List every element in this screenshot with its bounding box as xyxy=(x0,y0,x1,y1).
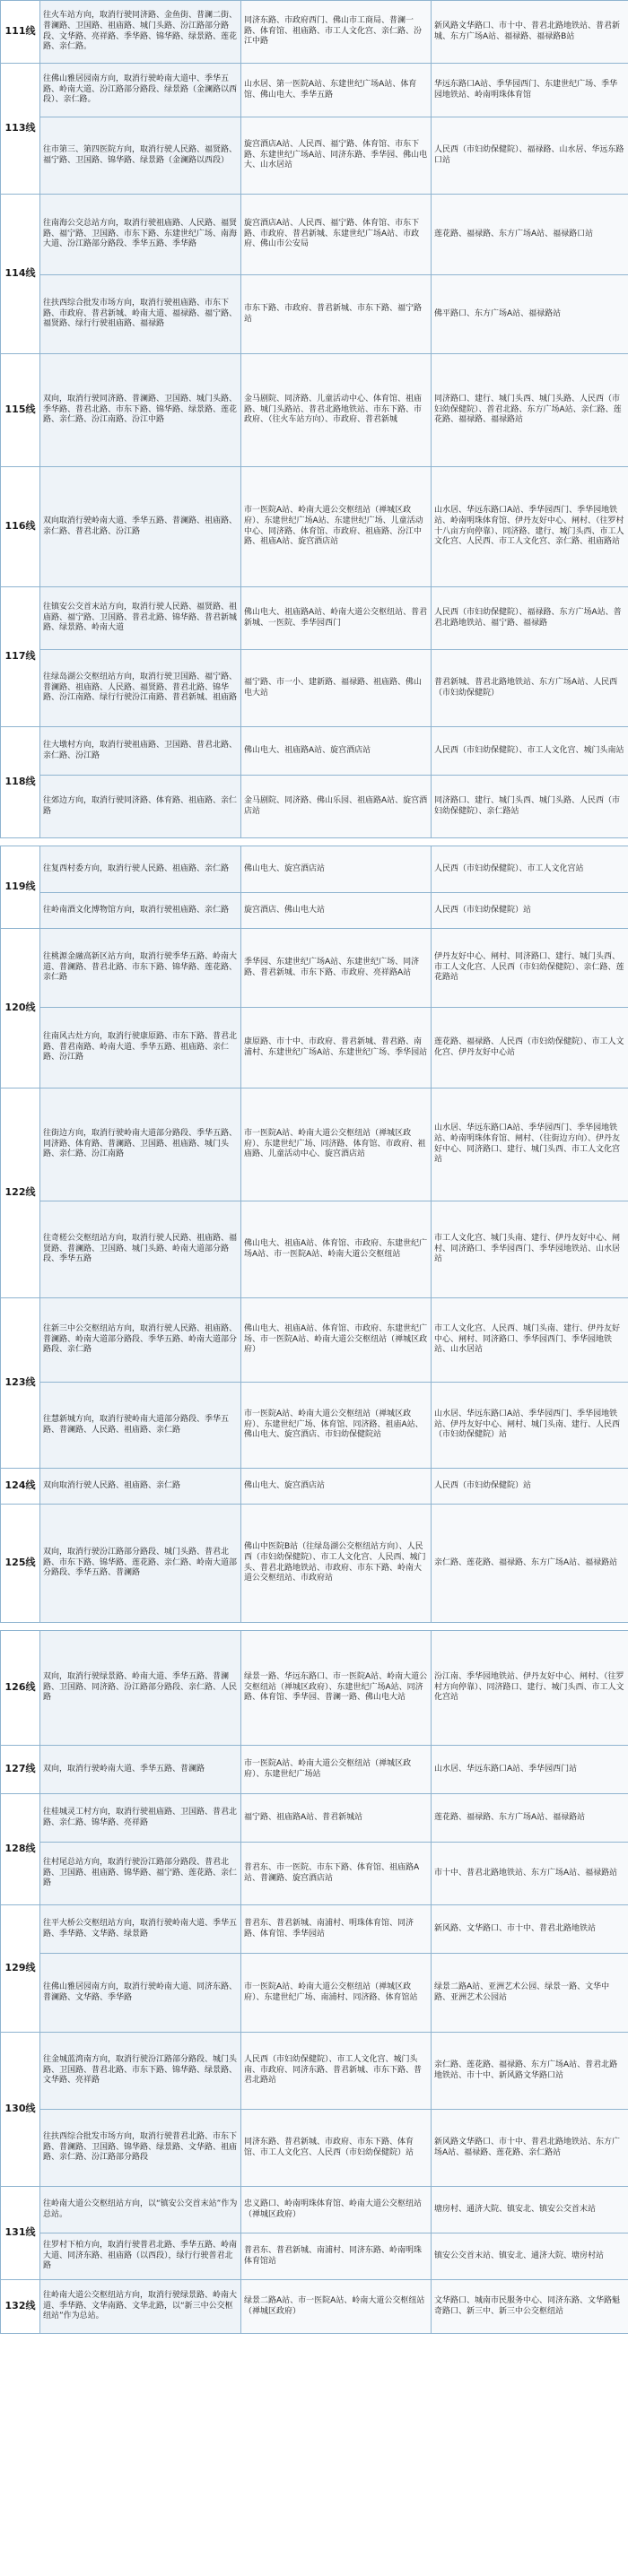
cancelled-stops-cell: 同济东路、普君新城、市政府、市东下路、体育馆、市工人文化宫、人民西（市妇幼保健院）站 xyxy=(241,2110,432,2187)
cancelled-stops-cell: 旋宫酒店、佛山电大站 xyxy=(241,893,432,929)
cancelled-stops-cell: 佛山中医院B站（往绿岛湖公交枢纽站方向）、人民西（市妇幼保健院）、市工人文化宫、人民西、城门头、普君北路地铁站、市政府、市东下路、岭南大道公交枢纽站、市政府站 xyxy=(241,1505,432,1623)
route-row xyxy=(1,587,628,650)
route-row xyxy=(1,1089,628,1201)
cancelled-stops-cell: 佛山电大、旋宫酒店站 xyxy=(241,846,432,893)
alternate-stops-cell: 市工人文化宫、城门头南、建行、伊丹友好中心、闸村、同济路口、季华园西门、季华园地铁站、山水居站 xyxy=(432,1201,628,1298)
cancelled-stops-cell: 绿景二路A站、市一医院A站、岭南大道公交枢纽站（禅城区政府） xyxy=(241,2280,432,2334)
route-row xyxy=(1,846,628,893)
alternate-stops-cell: 山水居、华远东路口A站、季华园西门、季华园地铁站、岭南明珠体育馆、伊丹友好中心、闸村、（往罗村十八亩方向停靠）、同济路、建行、城门头西、市工人文化宫、人民西、市工人文化宫、亲仁路、祖庙路站 xyxy=(432,467,628,587)
direction-cell: 往新三中公交枢纽站方向，取消行驶人民路、祖庙路、普澜路、岭南大道部分路段、季华五路、岭南大道部分路段、亲仁路 xyxy=(40,1298,241,1383)
direction-cell: 往火车站方向，取消行驶同济路、金鱼街、普澜二街、普澜路、卫国路、祖庙路、城门头路、汾江路部分路段、文华路、亮祥路、季华路、锦华路、绿景路、莲花路、亲仁路。 xyxy=(40,1,241,64)
route-number: 125线 xyxy=(1,1505,40,1623)
route-number: 116线 xyxy=(1,467,40,587)
alternate-stops-cell: 亲仁路、莲花路、福禄路、东方广场A站、普君北路地铁站、市十中、新风路文华路口站 xyxy=(432,2033,628,2110)
cancelled-stops-cell: 康原路、市十中、市政府、普君新城、普君路、南浦村、东建世纪广场A站、东建世纪广场、季华园站 xyxy=(241,1008,432,1089)
route-number: 117线 xyxy=(1,587,40,727)
direction-cell: 往绿岛湖公交枢纽站方向，取消行驶卫国路、福宁路、普澜路、祖庙路、人民路、福贤路、普君北路、锦华路、汾江南路、绿行行驶汾江南路、普君新城、祖庙路 xyxy=(40,650,241,727)
route-row xyxy=(1,776,628,838)
alternate-stops-cell: 莲花路、福禄路、人民西（市妇幼保健院）、市工人文化宫、伊丹友好中心站 xyxy=(432,1008,628,1089)
cancelled-stops-cell: 普君东、普君新城、南浦村、明珠体育馆、同济路、体育馆、季华园站 xyxy=(241,1905,432,1954)
route-row xyxy=(1,64,628,117)
direction-cell: 往金城蓝湾南方向，取消行驶汾江路部分路段、城门头路、卫国路、普君北路、市东下路、锦华路、绿景路、文华路、亮祥路 xyxy=(40,2033,241,2110)
direction-cell: 双向取消行驶岭南大道、季华五路、普澜路、祖庙路、亲仁路、普君北路、汾江路 xyxy=(40,467,241,587)
alternate-stops-cell: 镇安公交首末站、镇安北、通济大院、塘房村站 xyxy=(432,2233,628,2280)
route-number: 123线 xyxy=(1,1298,40,1469)
alternate-stops-cell: 新风路文华路口、市十中、普君北路地铁站、普君新城、东方广场A站、福禄路、福禄路B站 xyxy=(432,1,628,64)
route-row xyxy=(1,1505,628,1623)
cancelled-stops-cell: 季华园、东建世纪广场A站、东建世纪广场、同济路、普君新城、市东下路、市政府、亮祥路A站 xyxy=(241,929,432,1008)
alternate-stops-cell: 新风路、文华路口、市十中、普君北路地铁站 xyxy=(432,1905,628,1954)
route-number: 118线 xyxy=(1,727,40,838)
direction-cell: 双向，取消行驶同济路、普澜路、卫国路、城门头路、季华路、普君北路、市东下路、锦华路、绿景路、莲花路、亲仁路、汾江南路、汾江中路 xyxy=(40,354,241,467)
direction-cell: 往桃源金融高新区站方向，取消行驶季华五路、岭南大道、普澜路、普君北路、市东下路、锦华路、莲花路、亲仁路 xyxy=(40,929,241,1008)
cancelled-stops-cell: 绿景一路、华远东路口、市一医院A站、岭南大道公交枢纽站（禅城区政府）、东建世纪广场A站、同济路、体育馆、季华园、普澜一路、佛山电大站 xyxy=(241,1631,432,1746)
cancelled-stops-cell: 同济东路、市政府西门、佛山市工商局、普澜一路、体育馆、祖庙路、市工人文化宫、亲仁路、汾江中路 xyxy=(241,1,432,64)
alternate-stops-cell: 塘房村、通济大院、镇安北、镇安公交首末站 xyxy=(432,2187,628,2233)
direction-cell: 往岭南大道公交枢纽站方向，取消行驶绿景路、岭南大道、季华路、文华南路、文华北路，以“新三中公交枢纽站”作为总站。 xyxy=(40,2280,241,2334)
direction-cell: 往桂城灵工村方向，取消行驶祖庙路、卫国路、普君北路、亲仁路、锦华路、亮祥路 xyxy=(40,1794,241,1843)
route-number: 113线 xyxy=(1,64,40,195)
route-row xyxy=(1,1905,628,1954)
route-row xyxy=(1,1746,628,1794)
direction-cell: 往罗村下柏方向，取消行驶普君北路、季华五路、岭南大道、同济东路、祖庙路（以西段），绿行行驶普君北路 xyxy=(40,2233,241,2280)
route-row xyxy=(1,1008,628,1089)
route-number: 114线 xyxy=(1,195,40,354)
alternate-stops-cell: 山水居、华远东路口A站、季华园西门站 xyxy=(432,1746,628,1794)
cancelled-stops-cell: 市一医院A站、岭南大道公交枢纽站（禅城区政府）、东建世纪广场、体育馆、同济路、祖庙A站、佛山电大、旋宫酒店、市妇幼保健院站 xyxy=(241,1383,432,1469)
alternate-stops-cell: 亲仁路、莲花路、福禄路、东方广场A站、福禄路站 xyxy=(432,1505,628,1623)
alternate-stops-cell: 新风路文华路口、市十中、普君北路地铁站、东方广场A站、福禄路、莲花路、亲仁路站 xyxy=(432,2110,628,2187)
direction-cell: 往南海公交总站方向，取消行驶祖庙路、人民路、福贤路、福宁路、卫国路、市东下路、东建世纪广场、南海大道、汾江路部分路段、季华五路、季华路 xyxy=(40,195,241,275)
route-number: 120线 xyxy=(1,929,40,1089)
direction-cell: 双向，取消行驶岭南大道、季华五路、普澜路 xyxy=(40,1746,241,1794)
direction-cell: 往扶西综合批发市场方向，取消行驶普君北路、市东下路、普澜路、卫国路、锦华路、绿景路、文华路、祖庙路、亲仁路、汾江路部分路段 xyxy=(40,2110,241,2187)
direction-cell: 双向，取消行驶汾江路部分路段、城门头路、普君北路、市东下路、锦华路、莲花路、亲仁路、岭南大道部分路段、季华五路、普澜路 xyxy=(40,1505,241,1623)
route-row xyxy=(1,2233,628,2280)
route-number: 119线 xyxy=(1,846,40,929)
route-number: 128线 xyxy=(1,1794,40,1905)
direction-cell: 往街边方向，取消行驶岭南大道部分路段、季华五路、同济路、体育路、普澜路、卫国路、祖庙路、城门头路、亲仁路、汾江南路 xyxy=(40,1089,241,1201)
direction-cell: 双向取消行驶人民路、祖庙路、亲仁路 xyxy=(40,1469,241,1505)
section-gap xyxy=(1,1623,628,1631)
route-row xyxy=(1,1843,628,1905)
alternate-stops-cell: 莲花路、福禄路、东方广场A站、福禄路站 xyxy=(432,1794,628,1843)
route-row xyxy=(1,929,628,1008)
alternate-stops-cell: 莲花路、福禄路、东方广场A站、福禄路口站 xyxy=(432,195,628,275)
alternate-stops-cell: 华远东路口A站、季华园西门、东建世纪广场、季华园地铁站、岭南明珠体育馆 xyxy=(432,64,628,117)
alternate-stops-cell: 汾江南、季华园地铁站、伊丹友好中心、闸村、（往罗村方向停靠）、同济路口、建行、城门头西、市工人文化宫站 xyxy=(432,1631,628,1746)
route-row xyxy=(1,467,628,587)
route-row xyxy=(1,893,628,929)
route-number: 127线 xyxy=(1,1746,40,1794)
route-row xyxy=(1,2110,628,2187)
alternate-stops-cell: 人民西（市妇幼保健院）站 xyxy=(432,893,628,929)
direction-cell: 往大墩村方向，取消行驶祖庙路、卫国路、普君北路、亲仁路、汾江路 xyxy=(40,727,241,776)
alternate-stops-cell: 绿景二路A站、亚洲艺术公园、绿景一路、文华中路、亚洲艺术公园站 xyxy=(432,1954,628,2033)
direction-cell: 往佛山雅居园南方向，取消行驶岭南大道中、季华五路、岭南大道、汾江路部分路段、绿景路（金澜路以西段）、亲仁路。 xyxy=(40,64,241,117)
direction-cell: 往岭南酒文化博物馆方向，取消行驶祖庙路、亲仁路 xyxy=(40,893,241,929)
alternate-stops-cell: 文华路口、城南市民服务中心、同济东路、文华路魁奇路口、新三中、新三中公交枢纽站 xyxy=(432,2280,628,2334)
direction-cell: 往慧新城方向，取消行驶岭南大道部分路段、季华五路、普澜路、人民路、祖庙路、亲仁路 xyxy=(40,1383,241,1469)
alternate-stops-cell: 同济路口、建行、城门头西、城门头路、人民西（市妇幼保健院）、普君北路、东方广场A站、亲仁路、莲花路、福禄路、福禄路站 xyxy=(432,354,628,467)
cancelled-stops-cell: 佛山电大、祖庙路A站、旋宫酒店站 xyxy=(241,727,432,776)
alternate-stops-cell: 佛平路口、东方广场A站、福禄路站 xyxy=(432,275,628,354)
direction-cell: 往奇槎公交枢纽站方向，取消行驶人民路、祖庙路、福贤路、普澜路、卫国路、城门头路、岭南大道部分路段、季华五路 xyxy=(40,1201,241,1298)
route-number: 126线 xyxy=(1,1631,40,1746)
alternate-stops-cell: 山水居、华远东路口A站、季华园西门、季华园地铁站、伊丹友好中心、闸村、城门头南、建行、人民西（市妇幼保健院）站 xyxy=(432,1383,628,1469)
route-row xyxy=(1,195,628,275)
direction-cell: 往镇安公交首末站方向，取消行驶人民路、福贤路、祖庙路、福宁路、卫国路、普君北路、锦华路、普君新城路、绿景路、岭南大道 xyxy=(40,587,241,650)
cancelled-stops-cell: 佛山电大、祖庙A站、体育馆、市政府、东建世纪广场A站、市一医院A站、岭南大道公交枢纽站 xyxy=(241,1201,432,1298)
direction-cell: 往扶西综合批发市场方向，取消行驶祖庙路、市东下路、市政府、普君新城、岭南大道、福禄路、福宁路、福贤路、绿行行驶祖庙路、福禄路 xyxy=(40,275,241,354)
direction-cell: 往复西村委方向，取消行驶人民路、祖庙路、亲仁路 xyxy=(40,846,241,893)
cancelled-stops-cell: 市一医院A站、岭南大道公交枢纽站（禅城区政府）、东建世纪广场、同济路、体育馆、市政府、祖庙路、儿童活动中心、旋宫酒店站 xyxy=(241,1089,432,1201)
alternate-stops-cell: 人民西（市妇幼保健院）、福禄路、东方广场A站、普君北路地铁站、福宁路、福禄路 xyxy=(432,587,628,650)
route-row xyxy=(1,1298,628,1383)
route-number: 131线 xyxy=(1,2187,40,2280)
direction-cell: 往南风古灶方向，取消行驶康原路、市东下路、普君北路、普君南路、岭南大道、季华五路、祖庙路、亲仁路、汾江路 xyxy=(40,1008,241,1089)
cancelled-stops-cell: 佛山电大、祖庙A站、体育馆、市政府、东建世纪广场、市一医院A站、岭南大道公交枢纽站（禅城区政府） xyxy=(241,1298,432,1383)
section-gap xyxy=(1,838,628,846)
cancelled-stops-cell: 人民西（市妇幼保健院）、市工人文化宫、城门头南、市政府、同济东路、普君新城、市东下路、普君北路站 xyxy=(241,2033,432,2110)
alternate-stops-cell: 普君新城、普君北路地铁站、东方广场A站、人民西（市妇幼保健院） xyxy=(432,650,628,727)
route-row xyxy=(1,2280,628,2334)
route-row xyxy=(1,2033,628,2110)
cancelled-stops-cell: 佛山电大、祖庙路A站、岭南大道公交枢纽站、普君新城、一医院、季华园西门 xyxy=(241,587,432,650)
route-number: 129线 xyxy=(1,1905,40,2033)
route-number: 115线 xyxy=(1,354,40,467)
route-row xyxy=(1,1383,628,1469)
route-row xyxy=(1,275,628,354)
direction-cell: 双向，取消行驶绿景路、岭南大道、季华五路、普澜路、卫国路、同济路、汾江路部分路段、亲仁路、人民路 xyxy=(40,1631,241,1746)
cancelled-stops-cell: 佛山电大、旋宫酒店站 xyxy=(241,1469,432,1505)
alternate-stops-cell: 人民西（市妇幼保健院）、市工人文化宫、城门头南站 xyxy=(432,727,628,776)
route-row xyxy=(1,1469,628,1505)
cancelled-stops-cell: 金马剧院、同济路、佛山乐园、祖庙路A站、旋宫酒店站 xyxy=(241,776,432,838)
route-number: 122线 xyxy=(1,1089,40,1298)
route-row xyxy=(1,1954,628,2033)
route-row xyxy=(1,650,628,727)
route-row xyxy=(1,1794,628,1843)
cancelled-stops-cell: 金马剧院、同济路、儿童活动中心、体育馆、祖庙路、城门头路站、普君北路地铁站、市东下路、市政府、（往火车站方向）、市政府、普君新城 xyxy=(241,354,432,467)
route-number: 130线 xyxy=(1,2033,40,2187)
route-number: 124线 xyxy=(1,1469,40,1505)
cancelled-stops-cell: 福宁路、市一小、建新路、福禄路、祖庙路、佛山电大站 xyxy=(241,650,432,727)
route-row xyxy=(1,2187,628,2233)
alternate-stops-cell: 市十中、普君北路地铁站、东方广场A站、福禄路站 xyxy=(432,1843,628,1905)
cancelled-stops-cell: 福宁路、祖庙路A站、普君新城站 xyxy=(241,1794,432,1843)
route-row xyxy=(1,1,628,64)
cancelled-stops-cell: 市东下路、市政府、普君新城、市东下路、福宁路站 xyxy=(241,275,432,354)
alternate-stops-cell: 人民西（市妇幼保健院）、市工人文化宫站 xyxy=(432,846,628,893)
alternate-stops-cell: 市工人文化宫、人民西、城门头南、建行、伊丹友好中心、闸村、同济路口、季华园西门、季华园地铁站、山水居站 xyxy=(432,1298,628,1383)
direction-cell: 往村尾总站方向，取消行驶汾江路部分路段、普君北路、卫国路、祖庙路、锦华路、福宁路、莲花路、亲仁路 xyxy=(40,1843,241,1905)
cancelled-stops-cell: 普君东、市一医院、市东下路、体育馆、祖庙路A站、普澜路、旋宫酒店站 xyxy=(241,1843,432,1905)
route-number: 132线 xyxy=(1,2280,40,2334)
alternate-stops-cell: 同济路口、建行、城门头西、城门头路、人民西（市妇幼保健院）、亲仁路站 xyxy=(432,776,628,838)
alternate-stops-cell: 人民西（市妇幼保健院）站 xyxy=(432,1469,628,1505)
cancelled-stops-cell: 市一医院A站、岭南大道公交枢纽站（禅城区政府）、东建世纪广场、南浦村、同济路、体育馆站 xyxy=(241,1954,432,2033)
cancelled-stops-cell: 市一医院A站、岭南大道公交枢纽站（禅城区政府）、东建世纪广场站 xyxy=(241,1746,432,1794)
route-row xyxy=(1,727,628,776)
cancelled-stops-cell: 普君东、普君新城、南浦村、同济东路、岭南明珠体育馆站 xyxy=(241,2233,432,2280)
cancelled-stops-cell: 山水居、第一医院A站、东建世纪广场A站、体育馆、佛山电大、季华五路 xyxy=(241,64,432,117)
route-row xyxy=(1,1201,628,1298)
cancelled-stops-cell: 市一医院A站、岭南大道公交枢纽站（禅城区政府）、东建世纪广场A站、东建世纪广场、儿童活动中心、同济路、体育馆、市政府、祖庙路、汾江中路、祖庙A站、旋宫酒店站 xyxy=(241,467,432,587)
route-row xyxy=(1,117,628,195)
direction-cell: 往郊边方向，取消行驶同济路、体育路、祖庙路、亲仁路 xyxy=(40,776,241,838)
direction-cell: 往佛山雅居园南方向，取消行驶岭南大道、同济东路、普澜路、文华路、季华路 xyxy=(40,1954,241,2033)
route-row xyxy=(1,1631,628,1746)
alternate-stops-cell: 伊丹友好中心、闸村、同济路口、建行、城门头西、市工人文化宫、人民西（市妇幼保健院）、亲仁路、莲花路站 xyxy=(432,929,628,1008)
alternate-stops-cell: 山水居、华远东路口A站、季华园西门、季华园地铁站、岭南明珠体育馆、闸村、（往街边方向）、伊丹友好中心、同济路口、建行、城门头西、市工人文化宫站 xyxy=(432,1089,628,1201)
direction-cell: 往市第三、第四医院方向，取消行驶人民路、福贤路、福宁路、卫国路、锦华路、绿景路（金澜路以西段） xyxy=(40,117,241,195)
route-number: 111线 xyxy=(1,1,40,64)
direction-cell: 往平大桥公交枢纽站方向，取消行驶岭南大道、季华五路、季华路、文华路、绿景路 xyxy=(40,1905,241,1954)
alternate-stops-cell: 人民西（市妇幼保健院）、福禄路、山水居、华远东路口站 xyxy=(432,117,628,195)
direction-cell: 往岭南大道公交枢纽站方向，以“镇安公交首末站”作为总站。 xyxy=(40,2187,241,2233)
cancelled-stops-cell: 旋宫酒店A站、人民西、福宁路、体育馆、市东下路、东建世纪广场A站、同济东路、季华园、佛山电大、山水居站 xyxy=(241,117,432,195)
route-row xyxy=(1,354,628,467)
cancelled-stops-cell: 忠义路口、岭南明珠体育馆、岭南大道公交枢纽站（禅城区政府） xyxy=(241,2187,432,2233)
cancelled-stops-cell: 旋宫酒店A站、人民西、福宁路、体育馆、市东下路、市政府、普君新城、东建世纪广场A站、市政府、佛山市公安局 xyxy=(241,195,432,275)
